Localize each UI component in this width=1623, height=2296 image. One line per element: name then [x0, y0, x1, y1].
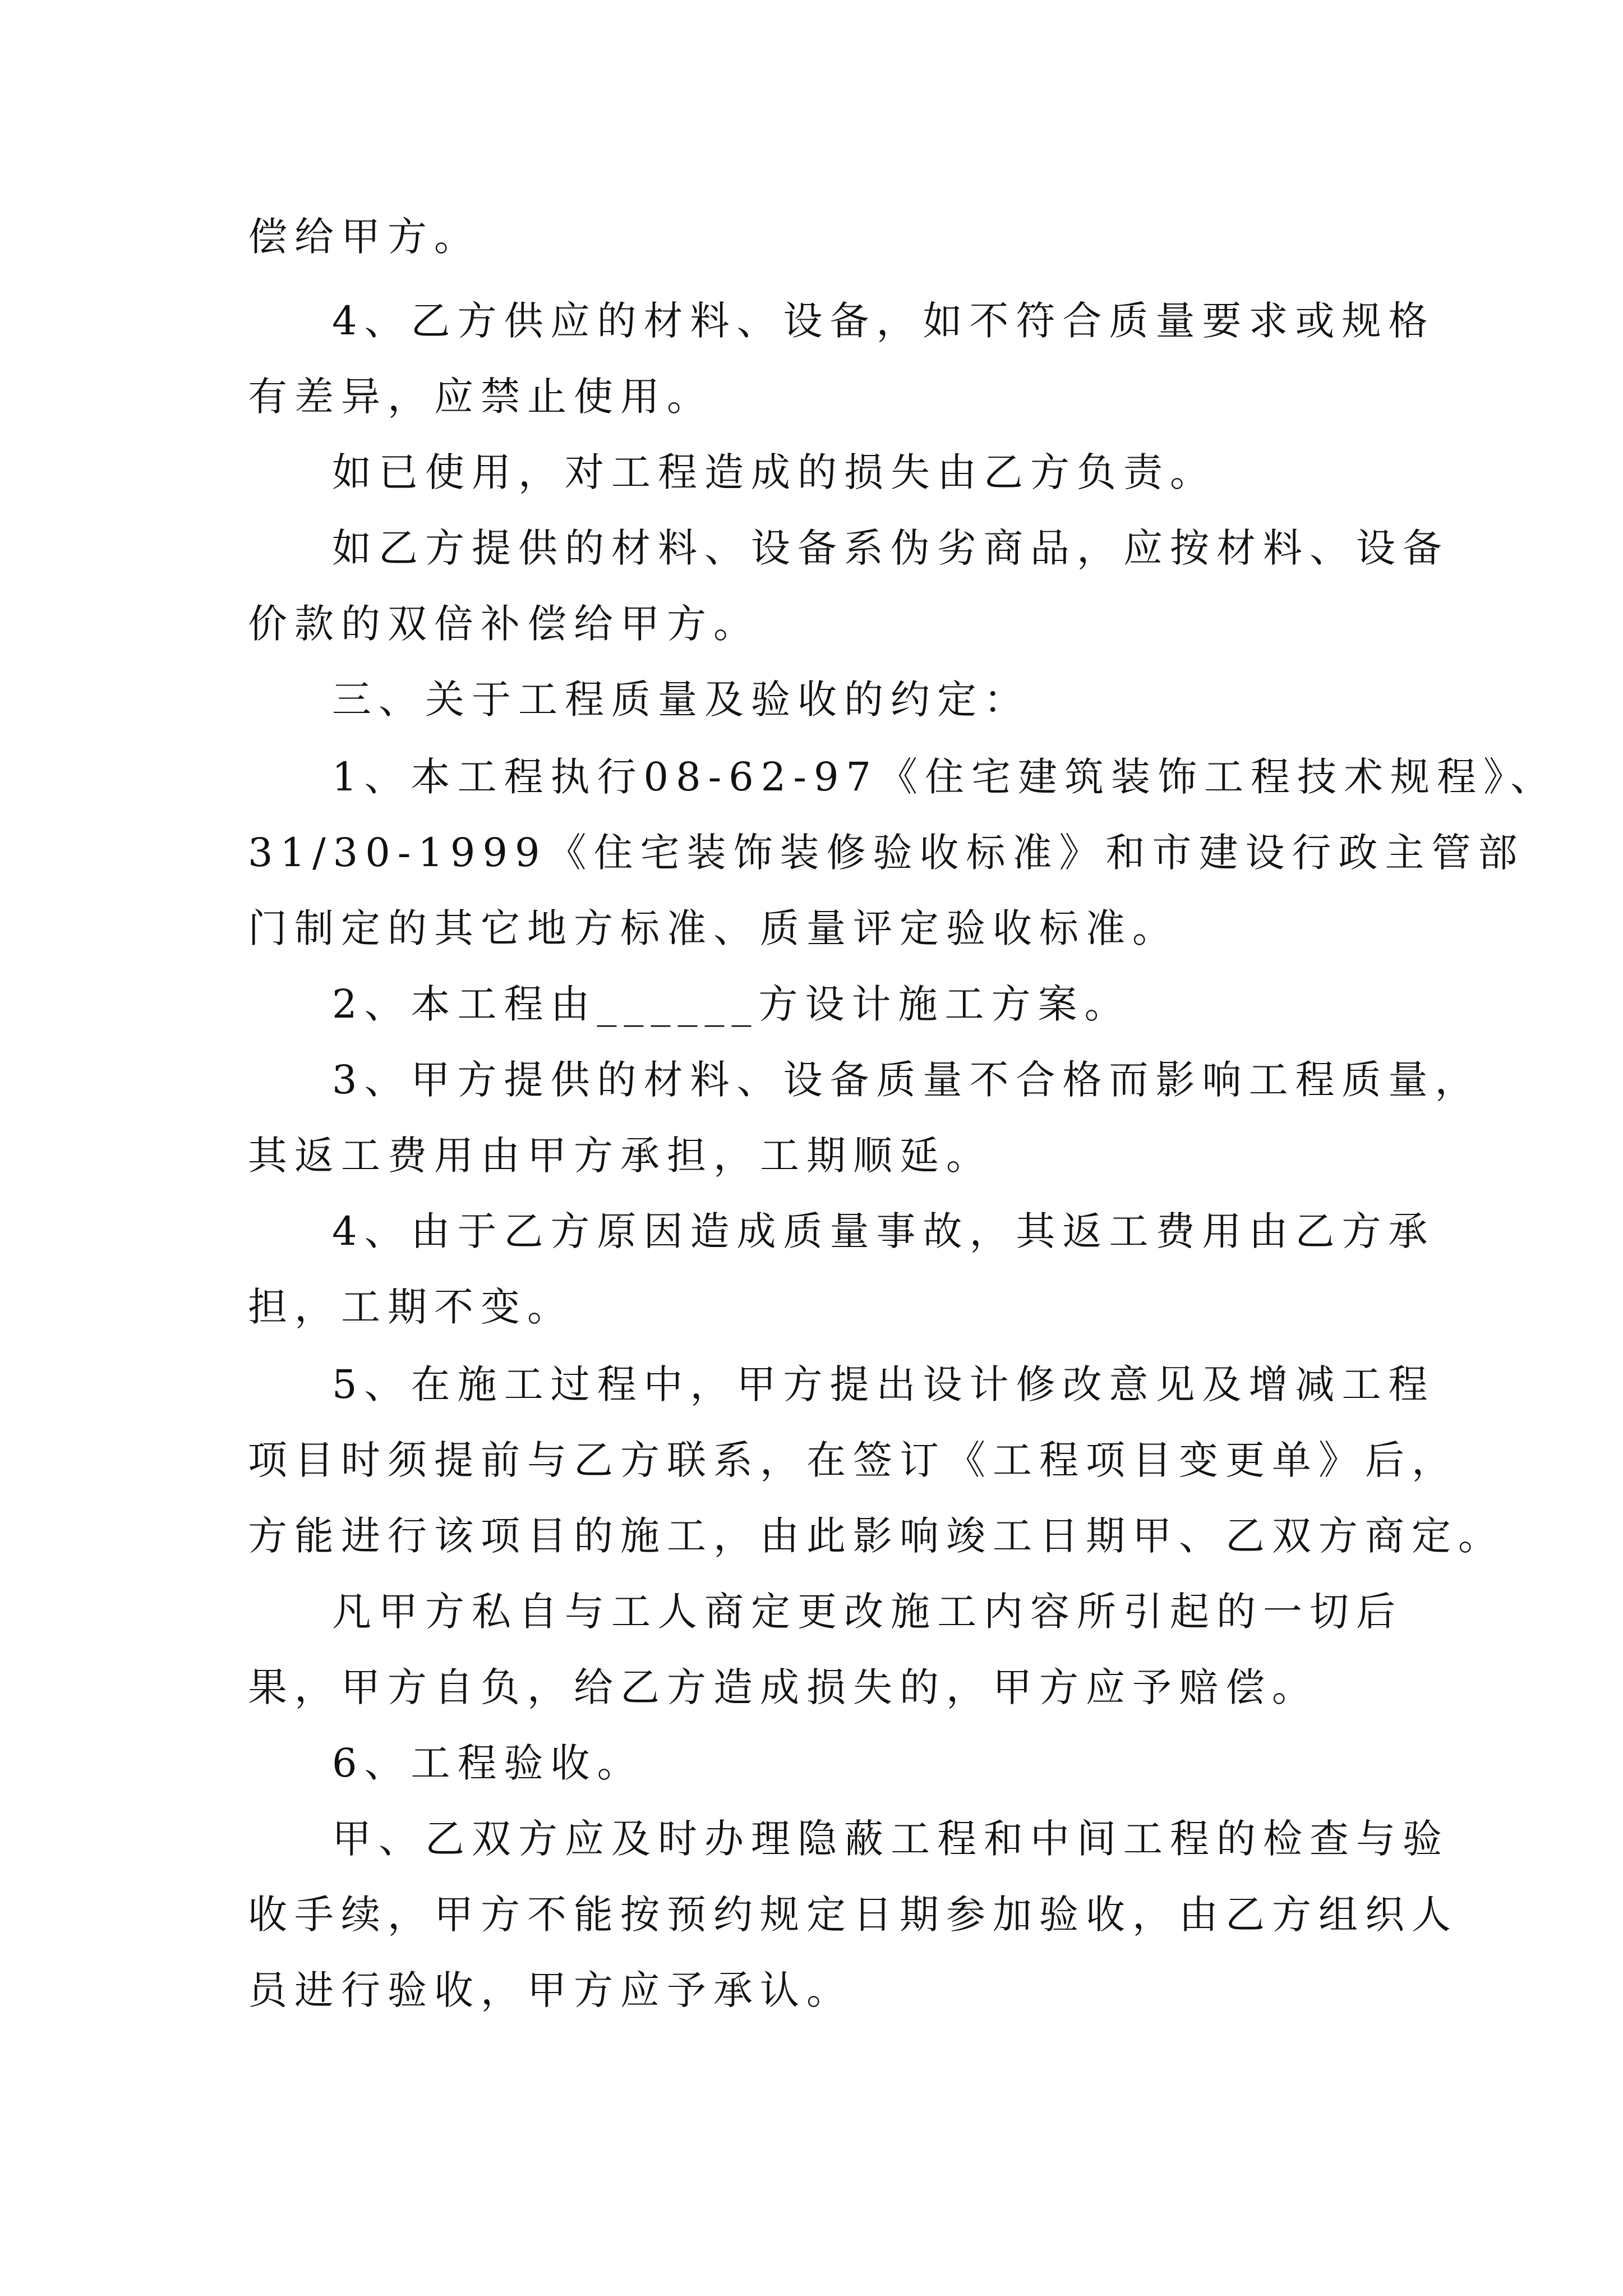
text-line-13: 其返工费用由甲方承担，工期顺延。 [248, 1133, 993, 1179]
text-line-18: 方能进行该项目的施工，由此影响竣工日期甲、乙双方商定。 [248, 1513, 1505, 1559]
text-line-6: 价款的双倍补偿给甲方。 [248, 601, 760, 647]
text-line-24: 员进行验收，甲方应予承认。 [248, 1967, 853, 2013]
text-line-19: 凡甲方私自与工人商定更改施工内容所引起的一切后 [332, 1589, 1403, 1635]
text-line-20: 果，甲方自负，给乙方造成损失的，甲方应予赔偿。 [248, 1664, 1318, 1710]
text-line-12: 3、甲方提供的材料、设备质量不合格而影响工程质量， [332, 1057, 1482, 1103]
text-line-23: 收手续，甲方不能按预约规定日期参加验收，由乙方组织人 [248, 1892, 1458, 1938]
text-line-1: 偿给甲方。 [248, 214, 481, 260]
text-line-21: 6、工程验收。 [332, 1740, 644, 1786]
text-line-3: 有差异，应禁止使用。 [248, 374, 713, 420]
text-line-14: 4、由于乙方原因造成质量事故，其返工费用由乙方承 [332, 1208, 1435, 1254]
text-line-5: 如乙方提供的材料、设备系伪劣商品，应按材料、设备 [332, 525, 1449, 571]
text-line-17: 项目时须提前与乙方联系，在签订《工程项目变更单》后， [248, 1437, 1458, 1483]
text-line-16: 5、在施工过程中，甲方提出设计修改意见及增减工程 [332, 1361, 1435, 1407]
text-line-15: 担，工期不变。 [248, 1284, 574, 1330]
text-line-4: 如已使用，对工程造成的损失由乙方负责。 [332, 449, 1216, 495]
text-line-9: 31/30-1999《住宅装饰装修验收标准》和市建设行政主管部 [248, 830, 1525, 876]
text-line-11: 2、本工程由______方设计施工方案。 [332, 981, 1131, 1027]
text-line-10: 门制定的其它地方标准、质量评定验收标准。 [248, 905, 1179, 951]
text-line-8: 1、本工程执行08-62-97《住宅建筑装饰工程技术规程》、 [332, 754, 1557, 800]
text-line-2: 4、乙方供应的材料、设备，如不符合质量要求或规格 [332, 298, 1435, 344]
text-line-22: 甲、乙双方应及时办理隐蔽工程和中间工程的检查与验 [332, 1816, 1449, 1862]
text-line-7: 三、关于工程质量及验收的约定： [332, 677, 1030, 723]
